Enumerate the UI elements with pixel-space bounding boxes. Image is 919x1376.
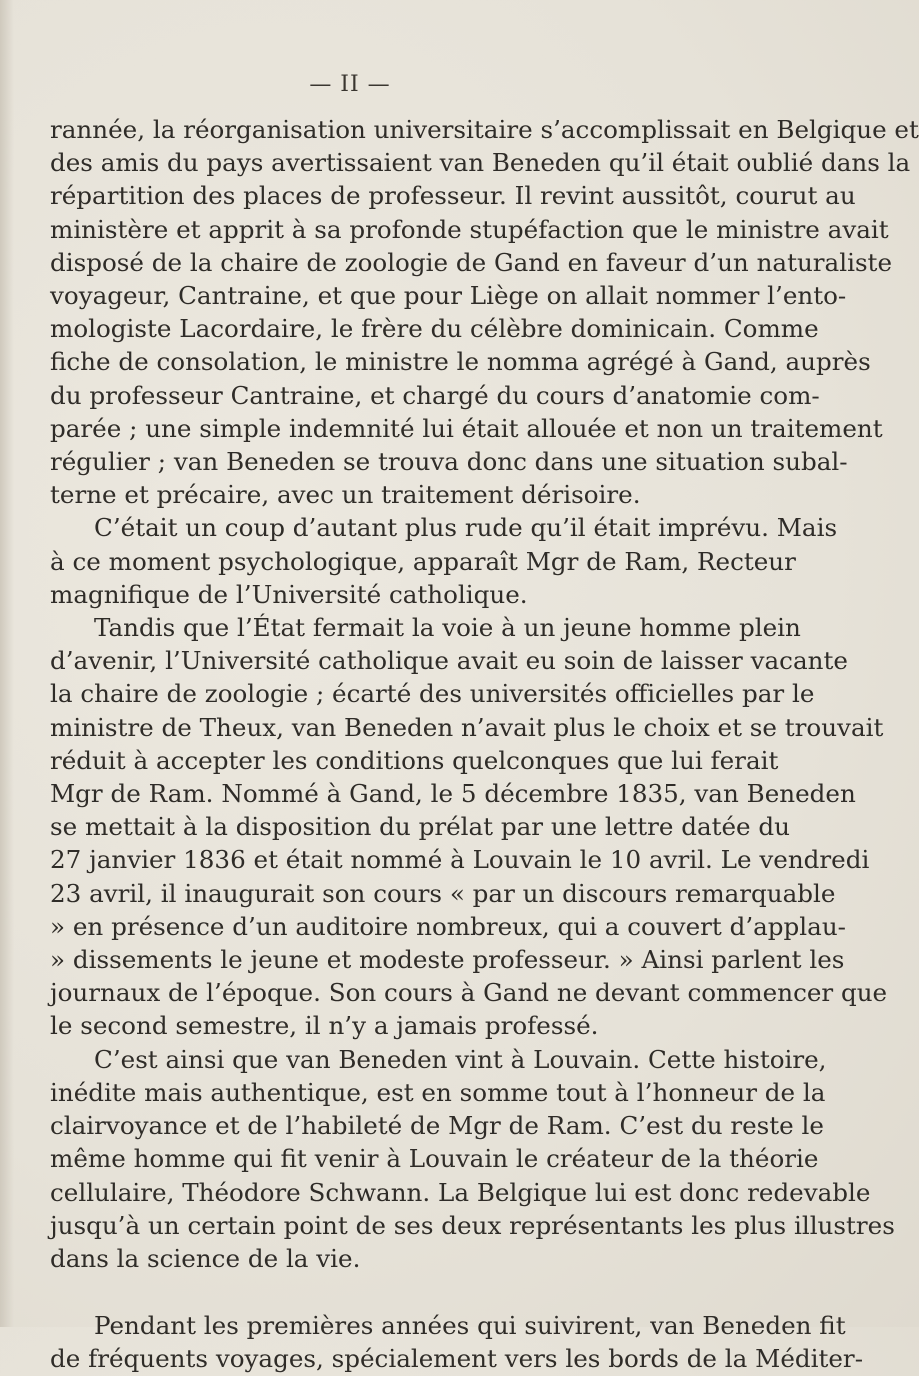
text-line: Pendant les premières années qui suivirent, van Beneden fit	[94, 1311, 846, 1341]
text-line: magnifique de l’Université catholique.	[50, 579, 528, 609]
text-line: 23 avril, il inaugurait son cours « par un discours remarquable	[50, 878, 836, 908]
text-line: ministère et apprit à sa profonde stupéfaction que le ministre avait	[50, 214, 889, 244]
text-line: journaux de l’époque. Son cours à Gand ne devant commencer que	[50, 978, 888, 1008]
text-line: rannée, la réorganisation universitaire s’accomplissait en Belgique et	[50, 115, 919, 144]
text-line: clairvoyance et de l’habileté de Mgr de Ram. C’est du reste le	[50, 1111, 824, 1141]
text-line: à ce moment psychologique, apparaît Mgr de Ram, Recteur	[50, 546, 796, 576]
text-line: » dissements le jeune et modeste professeur. » Ainsi parlent les	[50, 945, 845, 975]
text-line: voyageur, Cantraine, et que pour Liège on allait nommer l’ento-	[50, 281, 847, 311]
text-line: réduit à accepter les conditions quelconques que lui ferait	[50, 745, 779, 775]
text-line: disposé de la chaire de zoologie de Gand en faveur d’un naturaliste	[50, 247, 892, 277]
paragraph-1	[50, 113, 919, 511]
text-line: le second semestre, il n’y a jamais professé.	[50, 1011, 599, 1041]
paragraph-2	[50, 511, 838, 611]
text-line: se mettait à la disposition du prélat par une lettre datée du	[50, 812, 790, 842]
text-line: jusqu’à un certain point de ses deux représentants les plus illustres	[50, 1210, 895, 1240]
page-number: — II —	[309, 72, 391, 97]
paragraph-4	[50, 1043, 895, 1275]
text-line: C’était un coup d’autant plus rude qu’il était imprévu. Mais	[94, 513, 838, 543]
text-line: même homme qui fit venir à Louvain le créateur de la théorie	[50, 1144, 819, 1174]
page-edge-shadow	[0, 0, 14, 1327]
text-line: C’est ainsi que van Beneden vint à Louvain. Cette histoire,	[94, 1044, 827, 1074]
text-line: mologiste Lacordaire, le frère du célèbre dominicain. Comme	[50, 314, 819, 344]
text-line: inédite mais authentique, est en somme tout à l’honneur de la	[50, 1077, 826, 1107]
text-line: » en présence d’un auditoire nombreux, qui a couvert d’applau-	[50, 911, 846, 941]
text-line: du professeur Cantraine, et chargé du cours d’anatomie com-	[50, 380, 820, 410]
text-line: 27 janvier 1836 et était nommé à Louvain le 10 avril. Le vendredi	[50, 845, 870, 875]
paragraph-spacer	[50, 1275, 772, 1309]
text-line: la chaire de zoologie ; écarté des universités officielles par le	[50, 679, 815, 709]
text-line: régulier ; van Beneden se trouva donc dans une situation subal-	[50, 447, 848, 477]
text-line: dans la science de la vie.	[50, 1243, 361, 1273]
text-line: Tandis que l’État fermait la voie à un jeune homme plein	[94, 613, 801, 643]
paragraph-3	[50, 611, 888, 1043]
text-line: fiche de consolation, le ministre le nomma agrégé à Gand, auprès	[50, 347, 871, 377]
text-line: de fréquents voyages, spécialement vers les bords de la Méditer-	[50, 1344, 863, 1374]
paragraph-5	[50, 1309, 863, 1375]
text-line: parée ; une simple indemnité lui était allouée et non un traitement	[50, 413, 883, 443]
body-text	[50, 113, 919, 1376]
text-line: terne et précaire, avec un traitement dérisoire.	[50, 480, 641, 510]
text-line: répartition des places de professeur. Il revint aussitôt, courut au	[50, 181, 856, 211]
text-line: d’avenir, l’Université catholique avait eu soin de laisser vacante	[50, 646, 848, 676]
text-line: cellulaire, Théodore Schwann. La Belgique lui est donc redevable	[50, 1177, 871, 1207]
text-line: ministre de Theux, van Beneden n’avait plus le choix et se trouvait	[50, 712, 884, 742]
text-line: Mgr de Ram. Nommé à Gand, le 5 décembre 1835, van Beneden	[50, 779, 856, 809]
text-line: des amis du pays avertissaient van Beneden qu’il était oublié dans la	[50, 148, 911, 178]
